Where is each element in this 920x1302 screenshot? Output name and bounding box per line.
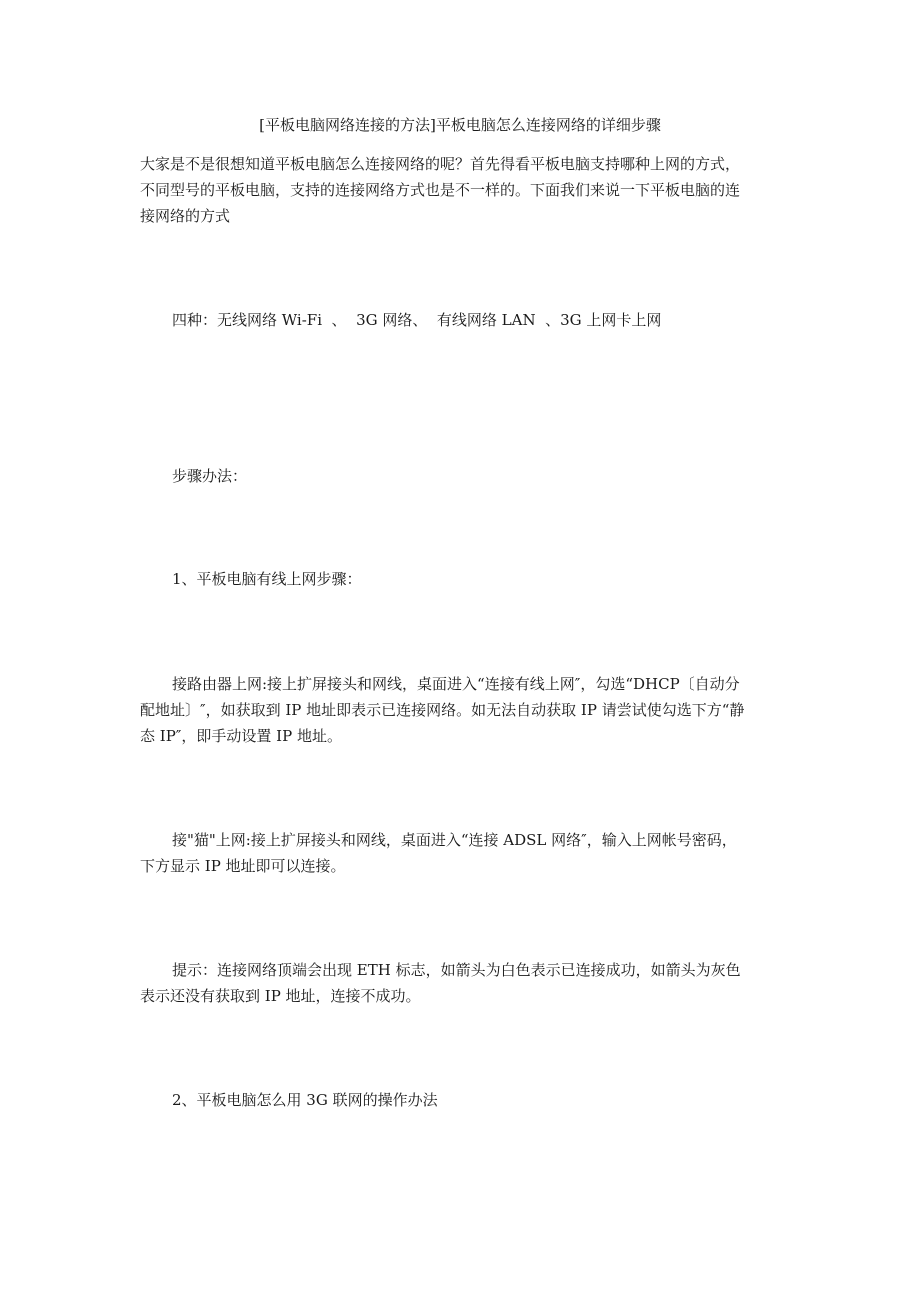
tip-paragraph-line-1: 提示：连接网络顶端会出现 ETH 标志，如箭头为白色表示已连接成功，如箭头为灰色 (172, 961, 741, 979)
section-1-heading: 1、平板电脑有线上网步骤： (172, 570, 362, 588)
intro-line-2: 不同型号的平板电脑，支持的连接网络方式也是不一样的。下面我们来说一下平板电脑的连 (140, 181, 741, 199)
router-paragraph-line-3: 态 IP″，即手动设置 IP 地址。 (140, 727, 342, 745)
intro-line-3: 接网络的方式 (140, 207, 231, 225)
modem-paragraph-line-2: 下方显示 IP 地址即可以连接。 (140, 857, 346, 875)
router-paragraph-line-2: 配地址〕″，如获取到 IP 地址即表示已连接网络。如无法自动获取 IP 请尝试使勾选下方“静 (140, 701, 745, 719)
section-2-heading: 2、平板电脑怎么用 3G 联网的操作办法 (172, 1091, 438, 1109)
router-paragraph-line-1: 接路由器上网:接上扩屏接头和网线，桌面进入“连接有线上网″，勾选“DHCP〔自动分 (172, 675, 740, 693)
four-ways-paragraph: 四种：无线网络 Wi-Fi 、 3G 网络、 有线网络 LAN 、3G 上网卡上网 (172, 311, 662, 329)
intro-line-1: 大家是不是很想知道平板电脑怎么连接网络的呢？首先得看平板电脑支持哪种上网的方式， (140, 155, 741, 173)
document-title: [平板电脑网络连接的方法]平板电脑怎么连接网络的详细步骤 (259, 116, 661, 134)
steps-heading: 步骤办法： (172, 467, 248, 485)
modem-paragraph-line-1: 接"猫"上网:接上扩屏接头和网线，桌面进入“连接 ADSL 网络″，输入上网帐号密码， (172, 831, 737, 849)
tip-paragraph-line-2: 表示还没有获取到 IP 地址，连接不成功。 (140, 987, 421, 1005)
